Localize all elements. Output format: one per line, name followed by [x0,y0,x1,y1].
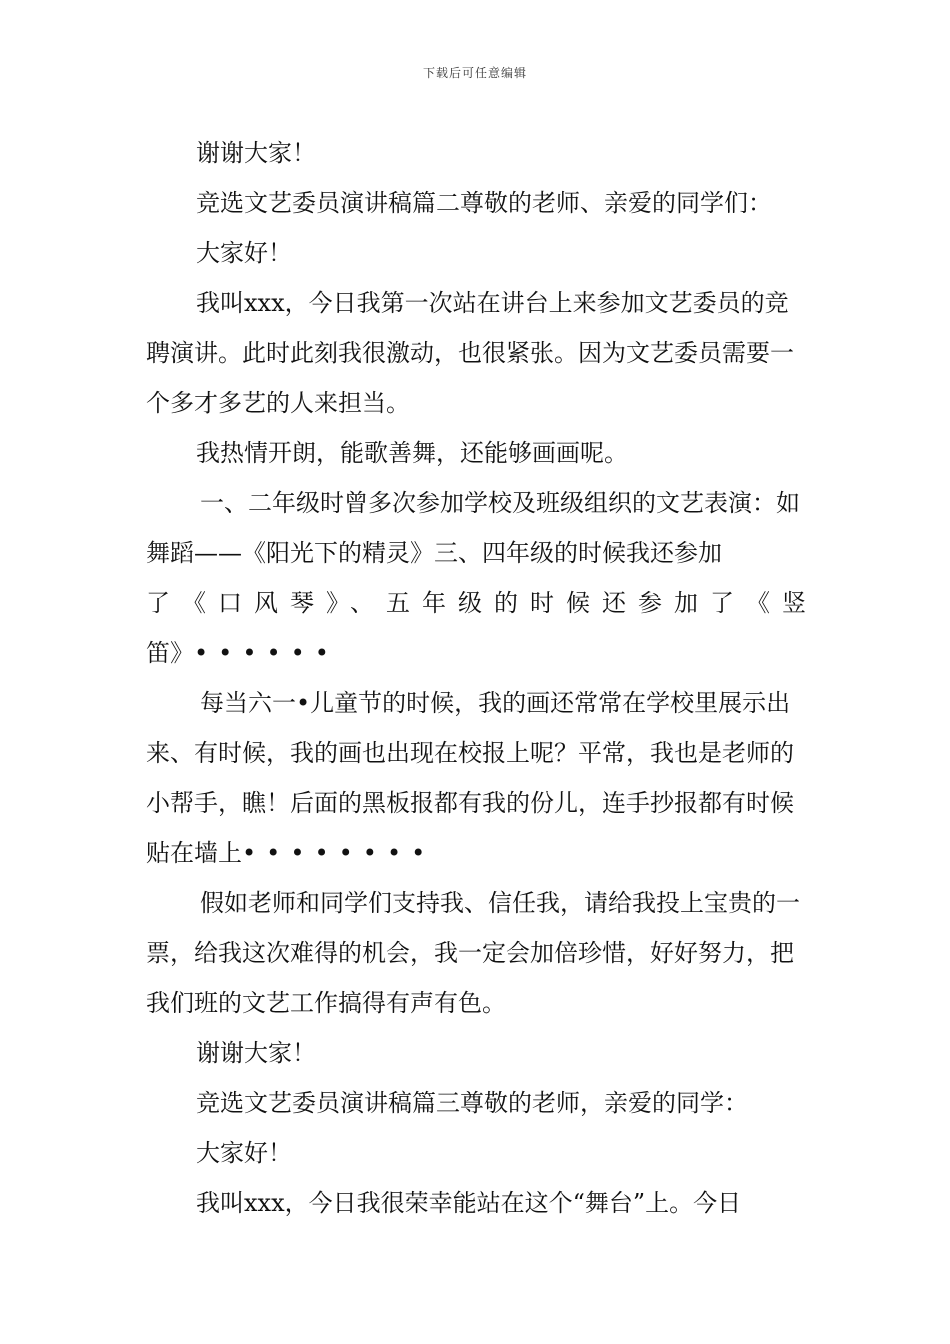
performances-line2: 了《口风琴》、五年级的时候还参加了《竖 [146,589,806,617]
childrens-day-text: 每当六一•儿童节的时候，我的画还常常在学校里展示出来、有时候，我的画也出现在校报上呢？平常，我也是老师的小帮手，瞧！后面的黑板报都有我的份儿，连手抄报都有时候贴在墙上 [146,689,794,867]
paragraph-title-two: 竞选文艺委员演讲稿篇二尊敬的老师、亲爱的同学们： [196,189,772,217]
paragraph-performances [146,478,806,678]
performances-line3: 笛》 [146,639,194,667]
paragraph-intro-2: 我叫xxx，今日我很荣幸能站在这个“舞台”上。今日 [196,1189,742,1217]
performances-dots: •••••• [194,639,339,667]
paragraph-support: 假如老师和同学们支持我、信任我，请给我投上宝贵的一票，给我这次难得的机会，我一定会加倍珍惜，好好努力，把我们班的文艺工作搞得有声有色。 [146,889,800,1017]
paragraph-personality: 我热情开朗，能歌善舞，还能够画画呢。 [196,439,628,467]
document-body [146,128,806,1228]
childrens-day-dots: •••••••• [242,839,436,867]
paragraph-title-three: 竞选文艺委员演讲稿篇三尊敬的老师，亲爱的同学： [196,1089,748,1117]
paragraph-greeting-2: 大家好！ [196,1139,292,1167]
paragraph-thanks-2: 谢谢大家！ [196,1039,316,1067]
performances-line1: 一、二年级时曾多次参加学校及班级组织的文艺表演：如舞蹈——《阳光下的精灵》三、四年级的时候我还参加 [146,489,800,567]
paragraph-thanks: 谢谢大家！ [196,139,316,167]
paragraph-greeting: 大家好！ [196,239,292,267]
paragraph-childrens-day [146,678,806,878]
paragraph-intro: 我叫xxx，今日我第一次站在讲台上来参加文艺委员的竞聘演讲。此时此刻我很激动，也很紧张。因为文艺委员需要一个多才多艺的人来担当。 [146,289,794,417]
page-header: 下载后可任意编辑 [422,66,527,80]
